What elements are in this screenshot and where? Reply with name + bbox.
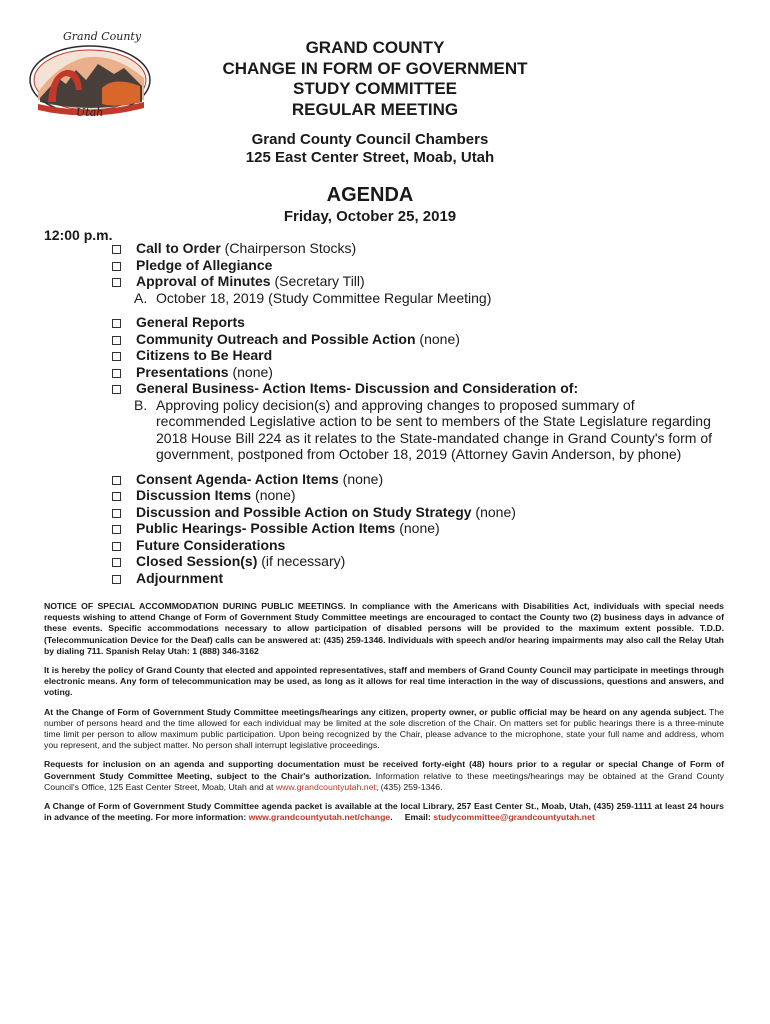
agenda-item: General Business- Action Items- Discussion and Consideration of: xyxy=(110,380,730,397)
venue-name: Grand County Council Chambers xyxy=(251,131,489,148)
email-link[interactable]: studycommittee@grandcountyutah.net xyxy=(433,812,595,823)
meeting-header xyxy=(190,38,560,120)
agenda-item: Adjournment xyxy=(110,570,730,587)
agenda-request-notice: Requests for inclusion on an agenda and supporting documentation must be received forty-eight (48) hours prior to a regular or special Change of Form of Government Study Committee Meeting, subject to the Chair's authorization. Information relative to these meetings/hearings may be obtained at the Grand County Council's Office, 125 East Center Street, Moab, Utah and at www.grandcountyutah.net; (435) 259-1346. xyxy=(44,759,725,792)
checkbox-icon xyxy=(112,262,121,271)
checkbox-icon xyxy=(112,385,121,394)
agenda-item: General Reports xyxy=(110,314,730,331)
logo-bottom-text: Utah xyxy=(76,106,104,119)
meeting-time: 12:00 p.m. xyxy=(44,227,113,243)
checkbox-icon xyxy=(112,525,121,534)
meeting-venue xyxy=(190,131,550,167)
agenda-item: Consent Agenda- Action Items (none) xyxy=(110,471,730,488)
checkbox-icon xyxy=(112,542,121,551)
checkbox-icon xyxy=(112,492,121,501)
website-link[interactable]: www.grandcountyutah.net xyxy=(275,781,376,792)
checkbox-icon xyxy=(112,369,121,378)
agenda-title: AGENDA xyxy=(326,184,414,206)
agenda-items xyxy=(110,240,730,586)
checkbox-icon xyxy=(112,352,121,361)
checkbox-icon xyxy=(112,319,121,328)
agenda-item: Presentations (none) xyxy=(110,364,730,381)
public-comment-notice: At the Change of Form of Government Study Committee meetings/hearings any citizen, property owner, or public official may be heard on any agenda subject. The number of persons heard and the time allowed for each individual may be limited at the sole discretion of the Chair. On matters set for public hearings there is a three-minute time limit per person to allow maximum public participation. Upon being recognized by the Chair, please advance to the microphone, state your full name and address, whom you represent, and the subject matter. No person shall interrupt legislative proceedings. xyxy=(44,706,724,751)
agenda-item: Call to Order (Chairperson Stocks) xyxy=(110,240,730,257)
logo-top-text: Grand County xyxy=(63,30,142,43)
checkbox-icon xyxy=(112,245,121,254)
header-line-1: GRAND COUNTY xyxy=(305,38,445,57)
agenda-item: Community Outreach and Possible Action (none) xyxy=(110,331,730,348)
agenda-item: Discussion Items (none) xyxy=(110,487,730,504)
meeting-notices xyxy=(44,601,724,831)
checkbox-icon xyxy=(112,336,121,345)
agenda-subitem: A. October 18, 2019 (Study Committee Regular Meeting) xyxy=(134,289,492,306)
checkbox-icon xyxy=(112,476,121,485)
checkbox-icon xyxy=(112,278,121,287)
agenda-item: Discussion and Possible Action on Study Strategy (none) xyxy=(110,504,730,521)
agenda-date: Friday, October 25, 2019 xyxy=(283,208,457,225)
agenda-packet-notice: A Change of Form of Government Study Committee agenda packet is available at the local Library, 257 East Center St., Moab, Utah, (435) 259-1111 at least 24 hours in advance of the meeting. For more information: www.grandcountyutah.net/change. Email: studycommittee@grandcountyutah.net xyxy=(44,801,724,823)
header-line-2: CHANGE IN FORM OF GOVERNMENT xyxy=(222,58,528,78)
agenda-item: Pledge of Allegiance xyxy=(110,257,730,274)
header-line-4: REGULAR MEETING xyxy=(291,99,459,119)
agenda-item: Citizens to Be Heard xyxy=(110,347,730,364)
grand-county-logo xyxy=(28,30,158,122)
change-page-link[interactable]: www.grandcountyutah.net/change xyxy=(248,812,391,823)
electronic-participation-notice: It is hereby the policy of Grand County that elected and appointed representatives, staff and members of Grand County Council may participate in meetings through electronic means. Any form of telecommunication may be used, as long as it allows for real time interaction in the way of discussions, questions and answers, and voting. xyxy=(44,665,724,698)
agenda-item: Future Considerations xyxy=(110,537,730,554)
header-line-3: STUDY COMMITTEE xyxy=(292,79,458,98)
checkbox-icon xyxy=(112,558,121,567)
accommodation-notice: NOTICE OF SPECIAL ACCOMMODATION DURING PUBLIC MEETINGS. In compliance with the Americans with Disabilities Act, individuals with special needs requests wishing to attend Change of Form of Government Study Committee meetings are encouraged to contact the County two (2) business days in advance of these events. Specific accommodations necessary to allow participation of disabled persons will be provided to the maximum extent possible. T.D.D. (Telecommunication Device for the Deaf) calls can be answered at: (435) 259-1346. Individuals with speech and/or hearing impairments may also call the Relay Utah by dialing 711. Spanish Relay Utah: 1 (888) 346-3162 xyxy=(44,601,724,656)
agenda-item: Closed Session(s) (if necessary) xyxy=(110,553,730,570)
agenda-subitem: B. Approving policy decision(s) and approving changes to proposed summary of recommended Legislative action to be sent to members of the State Legislature regarding 2018 House Bill 224 as it relates to the State-mandated change in Grand County's form of government, postponed from October 18, 2019 (Attorney Gavin Anderson, by phone) xyxy=(134,396,712,462)
checkbox-icon xyxy=(112,509,121,518)
venue-address: 125 East Center Street, Moab, Utah xyxy=(245,149,495,166)
agenda-item: Approval of Minutes (Secretary Till) xyxy=(110,273,730,290)
checkbox-icon xyxy=(112,575,121,584)
agenda-item: Public Hearings- Possible Action Items (none) xyxy=(110,520,730,537)
